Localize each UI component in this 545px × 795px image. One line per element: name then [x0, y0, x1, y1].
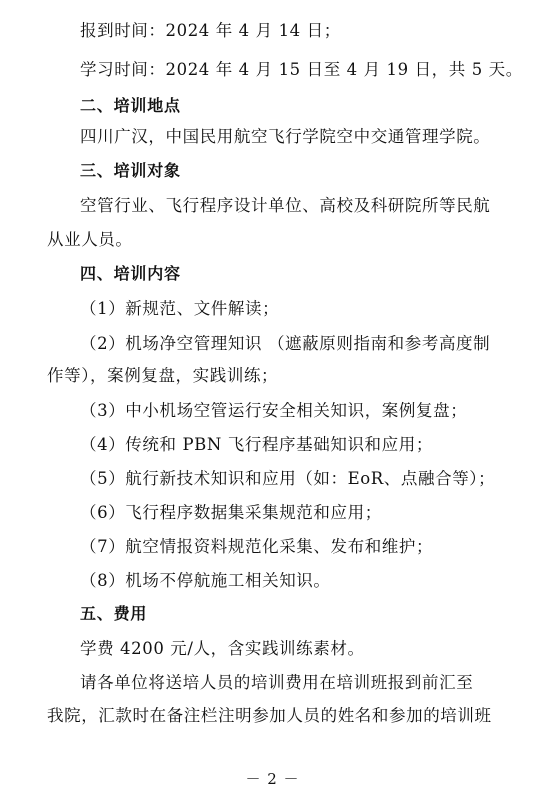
- line-study-time: 学习时间：2024 年 4 月 15 日至 4 月 19 日，共 5 天。: [80, 60, 523, 79]
- heading-fees: 五、费用: [80, 604, 148, 623]
- content-item-1: （1）新规范、文件解读；: [80, 299, 280, 318]
- line-target-detail-1: 空管行业、飞行程序设计单位、高校及科研院所等民航: [80, 196, 491, 215]
- content-item-2-part2: 作等），案例复盘，实践训练；: [47, 366, 279, 385]
- line-payment-instruction-2: 我院，汇款时在备注栏注明参加人员的姓名和参加的培训班: [47, 706, 492, 725]
- content-item-3: （3）中小机场空管运行安全相关知识，案例复盘；: [80, 401, 468, 420]
- line-location-detail: 四川广汉，中国民用航空飞行学院空中交通管理学院。: [80, 127, 491, 146]
- content-item-4: （4）传统和 PBN 飞行程序基础知识和应用；: [80, 435, 433, 454]
- line-payment-instruction-1: 请各单位将送培人员的培训费用在培训班报到前汇至: [80, 673, 474, 692]
- heading-training-target: 三、培训对象: [80, 161, 181, 180]
- content-item-6: （6）飞行程序数据集采集规范和应用；: [80, 503, 382, 522]
- line-target-detail-2: 从业人员。: [47, 230, 133, 249]
- heading-training-location: 二、培训地点: [80, 96, 181, 115]
- page-number: － 2 －: [245, 770, 300, 788]
- line-fee-detail: 学费 4200 元/人，含实践训练素材。: [80, 639, 365, 658]
- content-item-2-part1: （2）机场净空管理知识 （遮蔽原则指南和参考高度制: [80, 334, 491, 353]
- content-item-8: （8）机场不停航施工相关知识。: [80, 571, 331, 590]
- heading-training-content: 四、培训内容: [80, 264, 181, 283]
- line-registration-time: 报到时间：2024 年 4 月 14 日；: [80, 21, 341, 40]
- content-item-5: （5）航行新技术知识和应用（如：EoR、点融合等）；: [80, 469, 496, 488]
- content-item-7: （7）航空情报资料规范化采集、发布和维护；: [80, 537, 434, 556]
